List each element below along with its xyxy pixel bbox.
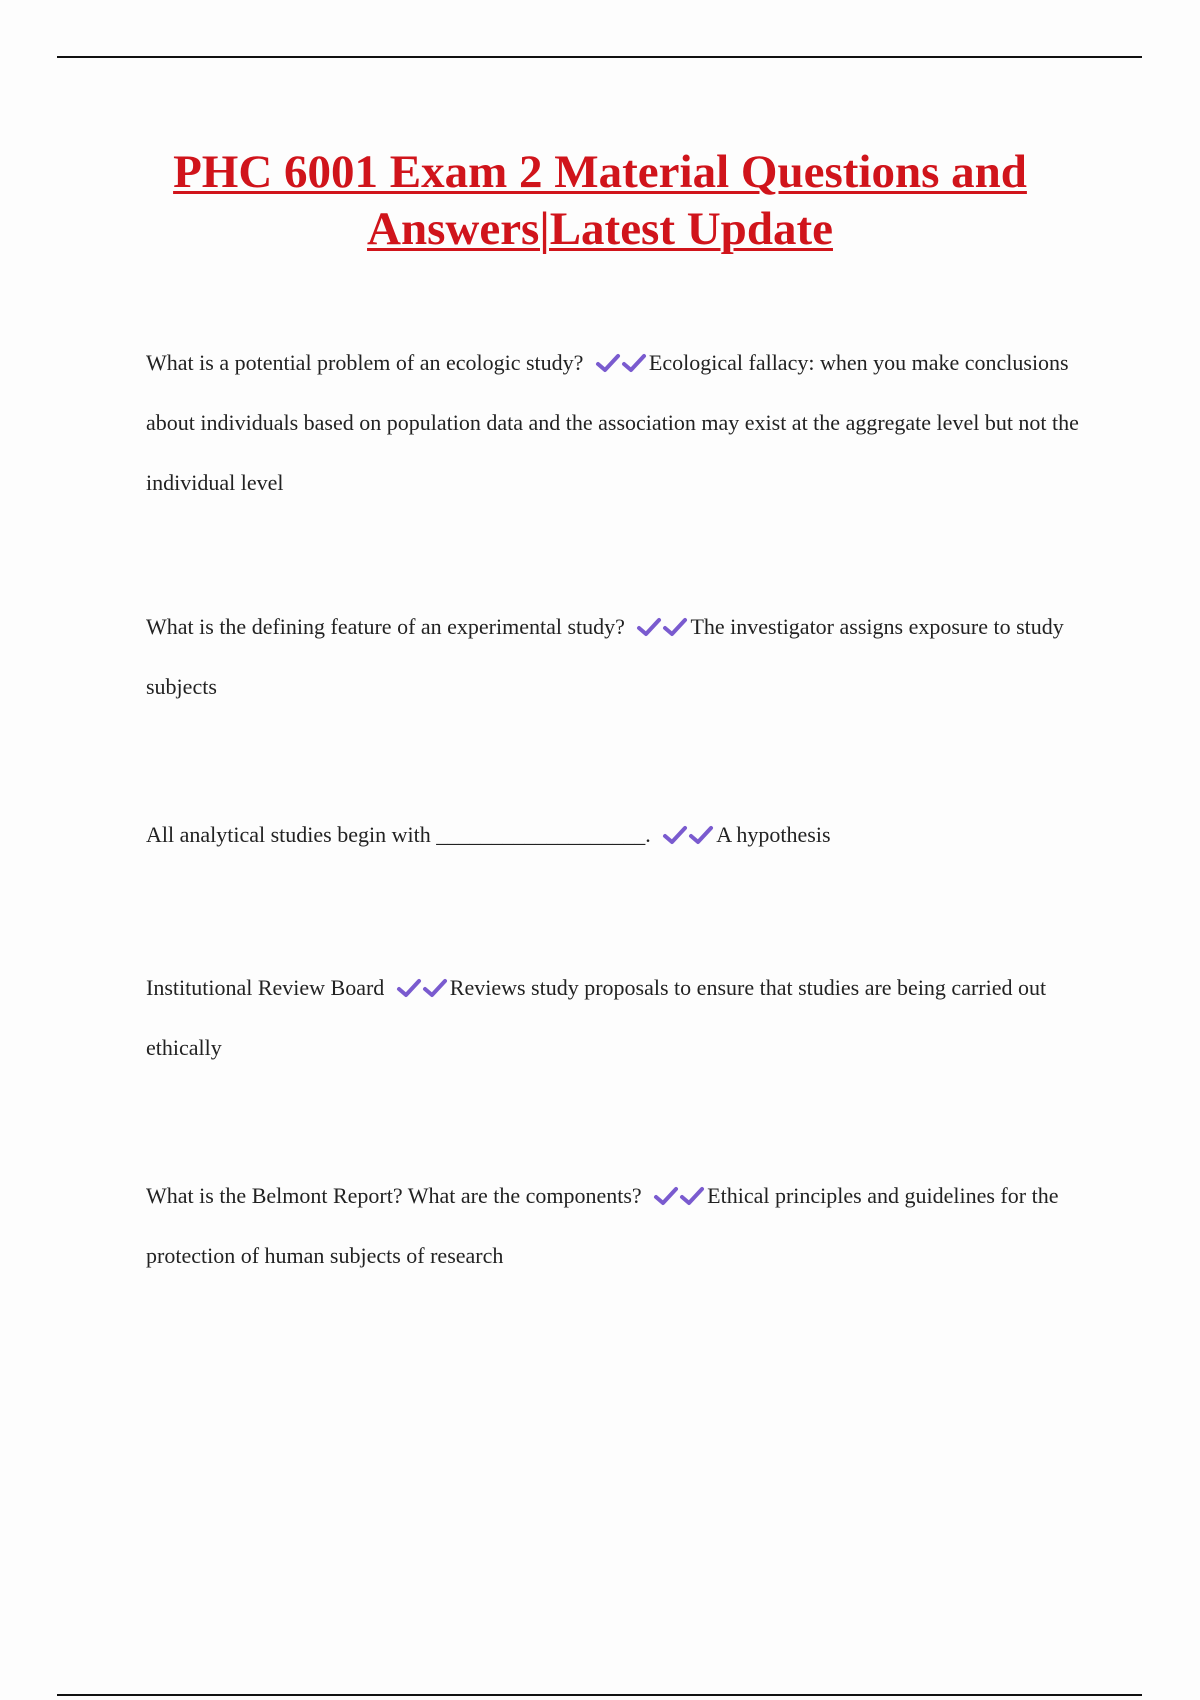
question-text: What is a potential problem of an ecologic study? (146, 350, 584, 375)
check-icon (422, 977, 448, 999)
qa-item (146, 597, 1086, 717)
title-line-1: PHC 6001 Exam 2 Material Questions and (173, 146, 1027, 198)
title-line-2: Answers|Latest Update (367, 203, 833, 255)
qa-item (146, 805, 1086, 865)
top-rule (57, 56, 1142, 58)
question-text: Institutional Review Board (146, 975, 385, 1000)
check-marks (595, 350, 647, 375)
check-icon (636, 616, 662, 638)
document-title (0, 144, 1200, 258)
answer-text: Ethical principles and guidelines for the protection of human subjects of research (146, 1183, 1059, 1268)
answer-text: A hypothesis (716, 822, 831, 847)
bottom-rule (57, 1694, 1142, 1696)
check-icon (679, 1185, 705, 1207)
check-marks (653, 1183, 705, 1208)
qa-item (146, 1166, 1086, 1286)
check-icon (621, 352, 647, 374)
check-icon (653, 1185, 679, 1207)
check-icon (688, 824, 714, 846)
question-text: What is the defining feature of an experimental study? (146, 614, 625, 639)
check-icon (396, 977, 422, 999)
check-icon (662, 616, 688, 638)
answer-text: Ecological fallacy: when you make conclusions about individuals based on population data and the association may exist at the aggregate level but not the individual level (146, 350, 1079, 495)
qa-item (146, 333, 1086, 513)
check-marks (662, 822, 714, 847)
check-icon (595, 352, 621, 374)
question-text: All analytical studies begin with ___________________. (146, 822, 651, 847)
answer-text: Reviews study proposals to ensure that studies are being carried out ethically (146, 975, 1047, 1060)
check-icon (662, 824, 688, 846)
check-marks (396, 975, 448, 1000)
question-text: What is the Belmont Report? What are the components? (146, 1183, 642, 1208)
check-marks (636, 614, 688, 639)
qa-item (146, 958, 1086, 1078)
answer-text: The investigator assigns exposure to study subjects (146, 614, 1064, 699)
